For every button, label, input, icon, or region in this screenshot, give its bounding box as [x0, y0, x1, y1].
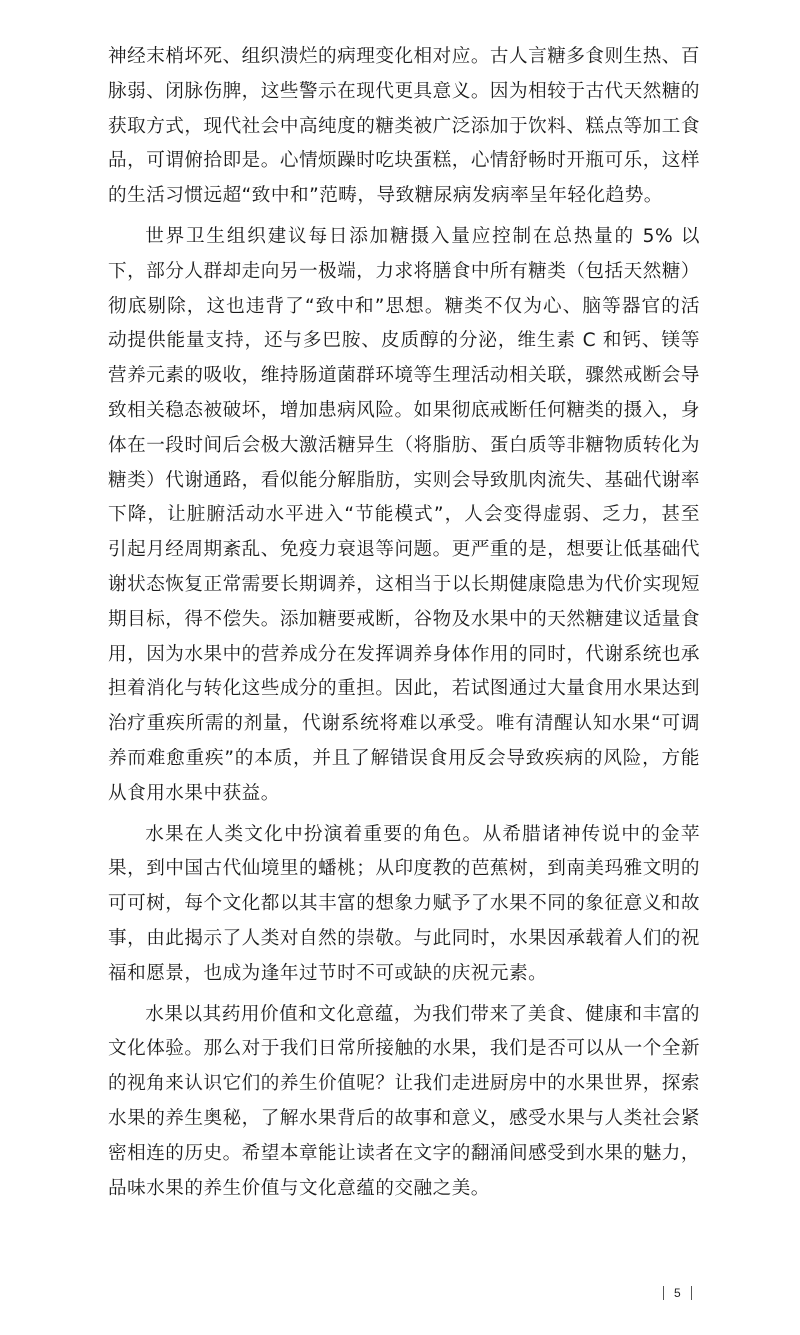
body-text — [108, 40, 700, 1212]
page-number-footer — [663, 1283, 692, 1303]
paragraph-continuation: 神经末梢坏死、组织溃烂的病理变化相对应。古人言糖多食则生热、百脉弱、闭脉伤脾，这些警示在现代更具意义。因为相较于古代天然糖的获取方式，现代社会中高纯度的糖类被广泛添加于饮料、糕点等加工食品，可谓俯拾即是。心情烦躁时吃块蛋糕，心情舒畅时开瓶可乐，这样的生活习惯远超“致中和”范畴，导致糖尿病发病率呈年轻化趋势。 — [108, 46, 700, 207]
paragraph-fruit-culture: 水果在人类文化中扮演着重要的角色。从希腊诸神传说中的金苹果，到中国古代仙境里的蟠桃；从印度教的芭蕉树，到南美玛雅文明的可可树，每个文化都以其丰富的想象力赋予了水果不同的象征意义和故事，由此揭示了人类对自然的崇敬。与此同时，水果因承载着人们的祝福和愿景，也成为逢年过节时不可或缺的庆祝元素。 — [108, 823, 700, 984]
paragraph-chapter-intro: 水果以其药用价值和文化意蕴，为我们带来了美食、健康和丰富的文化体验。那么对于我们日常所接触的水果，我们是否可以从一个全新的视角来认识它们的养生价值呢？让我们走进厨房中的水果世界，探索水果的养生奥秘，了解水果背后的故事和意义，感受水果与人类社会紧密相连的历史。希望本章能让读者在文字的翻涌间感受到水果的魅力，品味水果的养生价值与文化意蕴的交融之美。 — [108, 1003, 700, 1199]
page-number: 5 — [674, 1286, 681, 1300]
folio-right-rule — [691, 1286, 692, 1300]
paragraph-sugar-intake: 世界卫生组织建议每日添加糖摄入量应控制在总热量的 5% 以下，部分人群却走向另一极端，力求将膳食中所有糖类（包括天然糖）彻底剔除，这也违背了“致中和”思想。糖类不仅为心、脑等器官的活动提供能量支持，还与多巴胺、皮质醇的分泌，维生素 C 和钙、镁等营养元素的吸收，维持肠道菌群环境等生理活动相关联，骤然戒断会导致相关稳态被破坏，增加患病风险。如果彻底戒断任何糖类的摄入，身体在一段时间后会极大激活糖异生（将脂肪、蛋白质等非糖物质转化为糖类）代谢通路，看似能分解脂肪，实则会导致肌肉流失、基础代谢率下降，让脏腑活动水平进入“节能模式”，人会变得虚弱、乏力，甚至引起月经周期紊乱、免疫力衰退等问题。更严重的是，想要让低基础代谢状态恢复正常需要长期调养，这相当于以长期健康隐患为代价实现短期目标，得不偿失。添加糖要戒断，谷物及水果中的天然糖建议适量食用，因为水果中的营养成分在发挥调养身体作用的同时，代谢系统也承担着消化与转化这些成分的重担。因此，若试图通过大量食用水果达到治疗重疾所需的剂量，代谢系统将难以承受。唯有清醒认知水果“可调养而难愈重疾”的本质，并且了解错误食用反会导致疾病的风险，方能从食用水果中获益。 — [108, 225, 700, 804]
